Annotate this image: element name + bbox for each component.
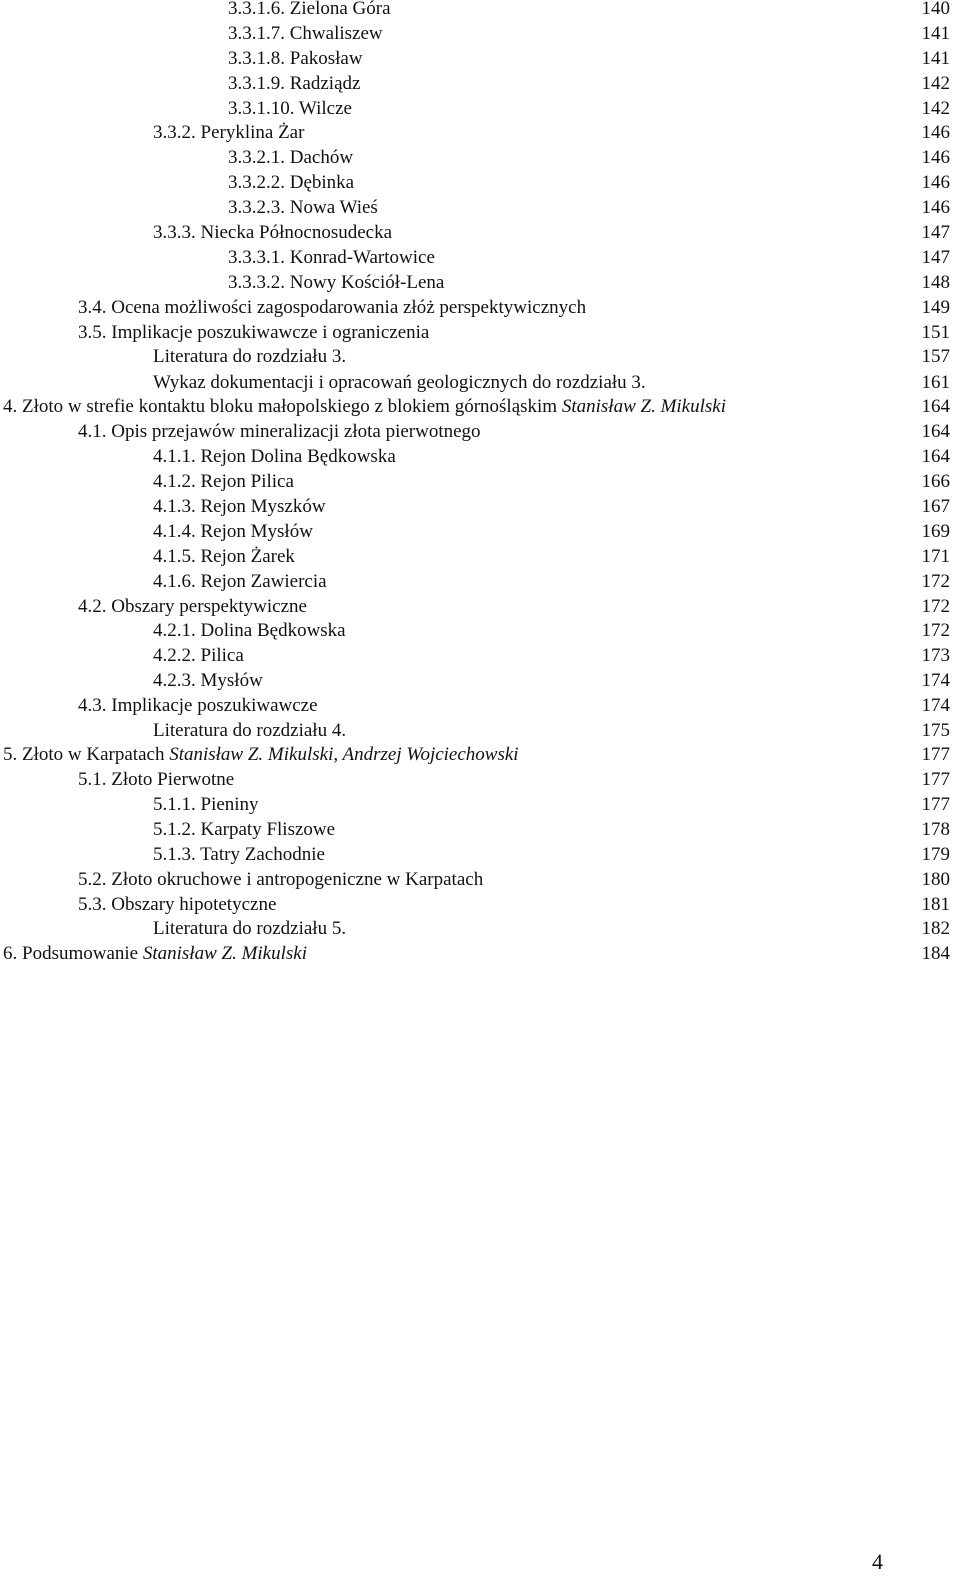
toc-entry-title-text: 3.3.3.1. Konrad-Wartowice xyxy=(228,247,435,268)
toc-entry-title-text: Literatura do rozdziału 5. xyxy=(153,918,347,939)
toc-entry-page: 146 xyxy=(921,122,950,143)
toc-entry xyxy=(0,767,960,793)
toc-entry-page: 146 xyxy=(921,172,950,193)
toc-entry-title-text: 4. Złoto w strefie kontaktu bloku małopolskiego z blokiem górnośląskim xyxy=(3,396,558,417)
toc-entry-title-text: 4.2.1. Dolina Będkowska xyxy=(153,620,346,641)
toc-entry-page: 177 xyxy=(921,794,950,815)
toc-entry-title xyxy=(78,295,586,321)
toc-entry-title xyxy=(3,742,519,768)
toc-entry-title xyxy=(78,693,318,719)
toc-entry-title-text: 5.3. Obszary hipotetyczne xyxy=(78,894,277,915)
toc-entry-title-text: 5.1.3. Tatry Zachodnie xyxy=(153,844,325,865)
toc-entry-page: 142 xyxy=(921,73,950,94)
toc-entry-title xyxy=(153,792,259,818)
toc-entry xyxy=(0,46,960,72)
toc-entry xyxy=(0,120,960,146)
toc-entry xyxy=(0,295,960,321)
toc-entry-page: 172 xyxy=(921,596,950,617)
toc-entry-author: Stanisław Z. Mikulski xyxy=(561,396,726,417)
page-number: 4 xyxy=(872,1549,883,1574)
toc-entry xyxy=(0,618,960,644)
toc-entry xyxy=(0,916,960,942)
toc-entry-page: 172 xyxy=(921,620,950,641)
toc-entry-title-text: 4.1.5. Rejon Żarek xyxy=(153,546,295,567)
toc-entry-page: 142 xyxy=(921,98,950,119)
toc-entry xyxy=(0,693,960,719)
toc-entry-page: 140 xyxy=(921,0,950,19)
toc-entry-title-text: 6. Podsumowanie xyxy=(3,943,139,964)
toc-entry xyxy=(0,370,960,396)
toc-entry xyxy=(0,569,960,595)
toc-entry-title xyxy=(153,494,326,520)
toc-entry-title xyxy=(228,21,383,47)
toc-entry-title xyxy=(228,170,354,196)
toc-entry xyxy=(0,394,960,420)
toc-entry-title-text: 3.5. Implikacje poszukiwawcze i ograniczenia xyxy=(78,322,430,343)
toc-entry-title xyxy=(153,519,313,545)
toc-entry-title-text: 4.2. Obszary perspektywiczne xyxy=(78,596,307,617)
toc-entry-title-text: Wykaz dokumentacji i opracowań geologicznych do rozdziału 3. xyxy=(153,372,646,393)
toc-entry-title xyxy=(3,941,307,967)
toc-entry xyxy=(0,145,960,171)
toc-entry-page: 157 xyxy=(921,346,950,367)
toc-entry-page: 173 xyxy=(921,645,950,666)
toc-entry-title xyxy=(153,842,325,868)
toc-entry-title-text: 5.1. Złoto Pierwotne xyxy=(78,769,235,790)
toc-entry xyxy=(0,594,960,620)
toc-entry-title-text: 5.2. Złoto okruchowe i antropogeniczne w Karpatach xyxy=(78,869,484,890)
toc-entry xyxy=(0,0,960,22)
toc-entry xyxy=(0,469,960,495)
toc-entry xyxy=(0,494,960,520)
toc-entry-page: 175 xyxy=(921,720,950,741)
toc-entry-page: 161 xyxy=(921,372,950,393)
toc-entry-title-text: 4.1.2. Rejon Pilica xyxy=(153,471,294,492)
toc-entry-title-text: 4.1.4. Rejon Mysłów xyxy=(153,521,313,542)
toc-entry-title-text: 3.3.1.6. Zielona Góra xyxy=(228,0,391,19)
toc-entry-title-text: 4.2.2. Pilica xyxy=(153,645,244,666)
toc-entry-page: 182 xyxy=(921,918,950,939)
toc-entry-title xyxy=(78,419,481,445)
toc-entry xyxy=(0,792,960,818)
toc-entry xyxy=(0,220,960,246)
toc-entry-title-text: 3.3.2.1. Dachów xyxy=(228,147,354,168)
toc-entry-page: 141 xyxy=(921,23,950,44)
toc-entry-title-text: 4.1.6. Rejon Zawiercia xyxy=(153,571,327,592)
toc-entry-page: 181 xyxy=(921,894,950,915)
toc-entry-page: 178 xyxy=(921,819,950,840)
toc-entry-title-text: 3.3.1.10. Wilcze xyxy=(228,98,352,119)
toc-entry-title xyxy=(78,594,307,620)
toc-entry xyxy=(0,245,960,271)
toc-entry-title-text: 5.1.2. Karpaty Fliszowe xyxy=(153,819,336,840)
toc-entry-author: Stanisław Z. Mikulski, Andrzej Wojciechowski xyxy=(169,744,519,765)
toc-entry-page: 179 xyxy=(921,844,950,865)
toc-entry-title-text: 3.3.1.9. Radziądz xyxy=(228,73,361,94)
toc-entry-title xyxy=(228,96,352,122)
toc-entry xyxy=(0,718,960,744)
toc-entry-page: 164 xyxy=(921,446,950,467)
toc-entry xyxy=(0,867,960,893)
toc-entry-title-text: 3.3.2.3. Nowa Wieś xyxy=(228,197,378,218)
toc-entry xyxy=(0,444,960,470)
toc-entry-page: 141 xyxy=(921,48,950,69)
toc-entry-author: Stanisław Z. Mikulski xyxy=(142,943,308,964)
toc-entry xyxy=(0,344,960,370)
toc-entry-title-text: 4.3. Implikacje poszukiwawcze xyxy=(78,695,318,716)
toc-entry xyxy=(0,170,960,196)
toc-entry-page: 177 xyxy=(921,744,950,765)
toc-entry xyxy=(0,71,960,97)
toc-entry-title-text: Literatura do rozdziału 4. xyxy=(153,720,347,741)
toc-entry-title-text: 3.4. Ocena możliwości zagospodarowania złóż perspektywicznych xyxy=(78,297,587,318)
toc-entry-title xyxy=(153,220,392,246)
toc-entry xyxy=(0,519,960,545)
toc-entry-title xyxy=(228,0,391,22)
toc-entry-title xyxy=(153,643,244,669)
toc-entry xyxy=(0,320,960,346)
toc-entry-page: 151 xyxy=(921,322,950,343)
toc-entry-title xyxy=(228,145,353,171)
toc-entry-page: 174 xyxy=(921,670,950,691)
toc-entry-title xyxy=(153,444,396,470)
toc-entry-title-text: 3.3.1.8. Pakosław xyxy=(228,48,363,69)
toc-entry-title xyxy=(228,270,444,296)
toc-entry-page: 167 xyxy=(921,496,950,517)
toc-entry-title xyxy=(153,469,294,495)
toc-entry-page: 166 xyxy=(921,471,950,492)
toc-entry-page: 180 xyxy=(921,869,950,890)
toc-entry-title-text: 3.3.3. Niecka Północnosudecka xyxy=(153,222,393,243)
toc-entry-title xyxy=(228,71,360,97)
toc-entry-title xyxy=(78,892,276,918)
toc-entry xyxy=(0,195,960,221)
toc-entry-page: 148 xyxy=(921,272,950,293)
toc-entry xyxy=(0,96,960,122)
toc-entry xyxy=(0,419,960,445)
toc-entry-title xyxy=(153,916,346,942)
toc-entry-page: 146 xyxy=(921,147,950,168)
toc-entry-page: 177 xyxy=(921,769,950,790)
toc-entry-title-text: 3.3.2. Peryklina Żar xyxy=(153,122,305,143)
toc-entry-title xyxy=(153,817,335,843)
toc-entry-title-text: 4.2.3. Mysłów xyxy=(153,670,263,691)
toc-entry xyxy=(0,941,960,967)
toc-entry-title xyxy=(153,370,646,396)
toc-entry-page: 174 xyxy=(921,695,950,716)
toc-entry-title xyxy=(228,46,363,72)
toc-entry-title-text: 5.1.1. Pieniny xyxy=(153,794,259,815)
toc-entry-title-text: 3.3.2.2. Dębinka xyxy=(228,172,355,193)
toc-entry-title xyxy=(78,767,234,793)
toc-entry-page: 184 xyxy=(921,943,950,964)
toc-entry-page: 164 xyxy=(921,421,950,442)
toc-entry xyxy=(0,270,960,296)
toc-entry-title xyxy=(153,718,346,744)
toc-entry xyxy=(0,817,960,843)
toc-entry-title-text: 4.1.3. Rejon Myszków xyxy=(153,496,326,517)
toc-entry-title-text: 4.1.1. Rejon Dolina Będkowska xyxy=(153,446,396,467)
toc-entry-title xyxy=(153,569,327,595)
toc-entry-title-text: 5. Złoto w Karpatach xyxy=(3,744,165,765)
toc-entry xyxy=(0,842,960,868)
toc-entry-page: 164 xyxy=(921,396,950,417)
toc-entry-title xyxy=(78,320,429,346)
toc-entry-title xyxy=(3,394,726,420)
toc-entry xyxy=(0,643,960,669)
toc-entry-title xyxy=(228,195,378,221)
toc-entry-title-text: Literatura do rozdziału 3. xyxy=(153,346,347,367)
toc-entry-title-text: 4.1. Opis przejawów mineralizacji złota pierwotnego xyxy=(78,421,481,442)
toc-entry-title xyxy=(153,618,346,644)
toc-entry-page: 147 xyxy=(921,247,950,268)
toc-entry xyxy=(0,742,960,768)
toc-entry-page: 169 xyxy=(921,521,950,542)
toc-entry-title xyxy=(153,344,346,370)
toc-entry-title-text: 3.3.1.7. Chwaliszew xyxy=(228,23,383,44)
toc-entry-title-text: 3.3.3.2. Nowy Kościół-Lena xyxy=(228,272,445,293)
toc-entry-page: 147 xyxy=(921,222,950,243)
toc-entry xyxy=(0,668,960,694)
toc-entry-title xyxy=(153,120,304,146)
toc-entry-page: 146 xyxy=(921,197,950,218)
toc-entry xyxy=(0,21,960,47)
toc-entry-title xyxy=(78,867,483,893)
toc-entry-page: 149 xyxy=(921,297,950,318)
toc-entry xyxy=(0,892,960,918)
toc-entry-title xyxy=(153,544,295,570)
toc-entry-page: 171 xyxy=(921,546,950,567)
toc-entry-title xyxy=(228,245,435,271)
toc-entry xyxy=(0,544,960,570)
toc-entry-title xyxy=(153,668,263,694)
toc-entry-page: 172 xyxy=(921,571,950,592)
